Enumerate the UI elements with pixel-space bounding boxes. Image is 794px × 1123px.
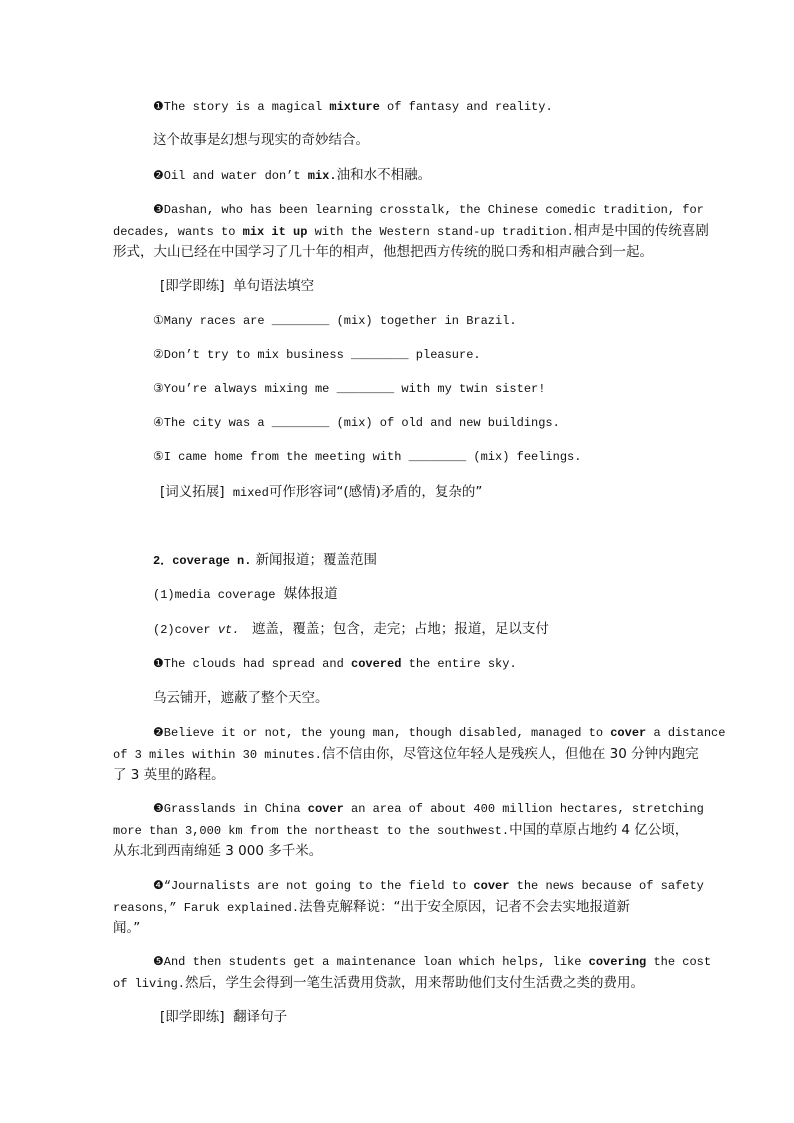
practice-heading-1 [160, 277, 314, 295]
cover-example-1 [153, 655, 517, 673]
cover-example-3-line-3: 从东北到西南绵延 3 000 多千米。 [113, 843, 323, 859]
cover-example-2-line-3: 了 3 英里的路程。 [113, 767, 225, 783]
practice-title: 单句语法填空 [233, 278, 315, 294]
keyword: mix it up [242, 225, 308, 239]
line [113, 802, 704, 816]
mix-example-3-line-3: 形式，大山已经在中国学习了几十年的相声，他想把西方传统的脱口秀和相声融合到一起。 [113, 244, 653, 260]
translation: 信不信由你，尽管这位年轻人是残疾人，但他在 30 分钟内跑完 [321, 746, 699, 762]
keyword: covering [588, 955, 647, 969]
extension-word: mixed [232, 486, 269, 500]
translation: 油和水不相融。 [336, 167, 432, 183]
text: more than 3,000 km from the northeast to the southwest. [113, 824, 510, 838]
keyword: cover [610, 726, 647, 740]
practice-item-5: ⑤I came home from the meeting with ________ (mix) feelings. [153, 450, 582, 464]
word-extension [160, 483, 482, 502]
text: with the Western stand-up tradition. [307, 225, 574, 239]
mix-example-1-translation: 这个故事是幻想与现实的奇妙结合。 [153, 132, 369, 148]
coverage-sub-1 [153, 585, 338, 604]
translation: 中国的草原占地约 4 亿公顷， [509, 822, 689, 838]
keyword: covered [351, 657, 402, 671]
headword: 2．coverage n. [153, 554, 252, 568]
text: ❶The story is a magical [153, 100, 330, 114]
text: ❷Believe it or not, the young man, though disabled, managed to [153, 726, 611, 740]
phrase: (1)media coverage [153, 588, 276, 602]
keyword: cover [307, 802, 344, 816]
text: of 3 miles within 30 minutes. [113, 748, 322, 762]
translation: 法鲁克解释说：“出于安全原因，记者不会去实地报道新 [299, 899, 631, 915]
text: a distance [646, 726, 726, 740]
translation: 然后，学生会得到一笔生活费用贷款，用来帮助他们支付生活费之类的费用。 [185, 975, 645, 991]
cover-example-4-line-1 [113, 877, 704, 895]
cover-example-4-line-2 [113, 898, 630, 917]
translation: 相声是中国的传统喜剧 [573, 223, 709, 239]
practice-label: [即学即练] [160, 1009, 225, 1025]
text: the entire sky. [401, 657, 517, 671]
line [113, 726, 725, 740]
text: ❷Oil and water don’t [153, 169, 308, 183]
word-meaning: 遮盖，覆盖；包含，走完；占地；报道，足以支付 [251, 621, 549, 637]
practice-item-3: ③You’re always mixing me ________ with my twin sister! [153, 382, 546, 396]
text: the news because of safety [509, 879, 704, 893]
text: of living. [113, 977, 186, 991]
word: (2)cover [153, 623, 218, 637]
mix-example-2 [153, 166, 431, 185]
keyword: cover [473, 879, 510, 893]
cover-example-1-translation: 乌云铺开，遮蔽了整个天空。 [153, 690, 329, 706]
practice-item-4: ④The city was a ________ (mix) of old and new buildings. [153, 416, 560, 430]
headword-meaning: 新闻报道；覆盖范围 [255, 552, 378, 568]
cover-example-3-line-1 [113, 800, 704, 818]
keyword: mixture [329, 100, 380, 114]
practice-item-2: ②Don’t try to mix business ________ pleasure. [153, 348, 481, 362]
cover-example-3-line-2 [113, 821, 688, 840]
coverage-heading [153, 551, 377, 570]
mix-example-3-line-1 [113, 201, 704, 219]
line [113, 955, 711, 969]
mix-example-3-line-2 [113, 222, 709, 241]
text: decades, wants to [113, 225, 243, 239]
text: an area of about 400 million hectares, stretching [343, 802, 704, 816]
text: ❶The clouds had spread and [153, 657, 351, 671]
text: ❸Dashan, who has been learning crosstalk, the Chinese comedic tradition, for [153, 203, 704, 217]
line [113, 879, 704, 893]
practice-label: [即学即练] [160, 278, 225, 294]
cover-example-5-line-2 [113, 974, 644, 993]
phrase-meaning: 媒体报道 [283, 586, 338, 602]
cover-example-5-line-1 [113, 953, 712, 971]
cover-example-2-line-2 [113, 745, 699, 764]
text: the cost [646, 955, 712, 969]
practice-title: 翻译句子 [233, 1009, 288, 1025]
practice-heading-2 [160, 1008, 287, 1026]
extension-text: 可作形容词“(感情)矛盾的，复杂的” [268, 484, 483, 500]
cover-example-2-line-1 [113, 724, 726, 742]
text: reasons，” Faruk explained. [113, 901, 300, 915]
text: of fantasy and reality. [379, 100, 553, 114]
coverage-sub-2 [153, 620, 549, 639]
text: ❸Grasslands in China [153, 802, 308, 816]
keyword: mix. [307, 169, 337, 183]
extension-label: [词义拓展] [160, 484, 225, 500]
text: ❺And then students get a maintenance loan which helps, like [153, 955, 589, 969]
cover-example-4-line-3: 闻。” [113, 920, 141, 936]
practice-item-1: ①Many races are ________ (mix) together in Brazil. [153, 314, 517, 328]
part-of-speech: vt. [217, 623, 240, 637]
mix-example-1 [153, 98, 553, 116]
text: ❹“Journalists are not going to the field to [153, 879, 474, 893]
